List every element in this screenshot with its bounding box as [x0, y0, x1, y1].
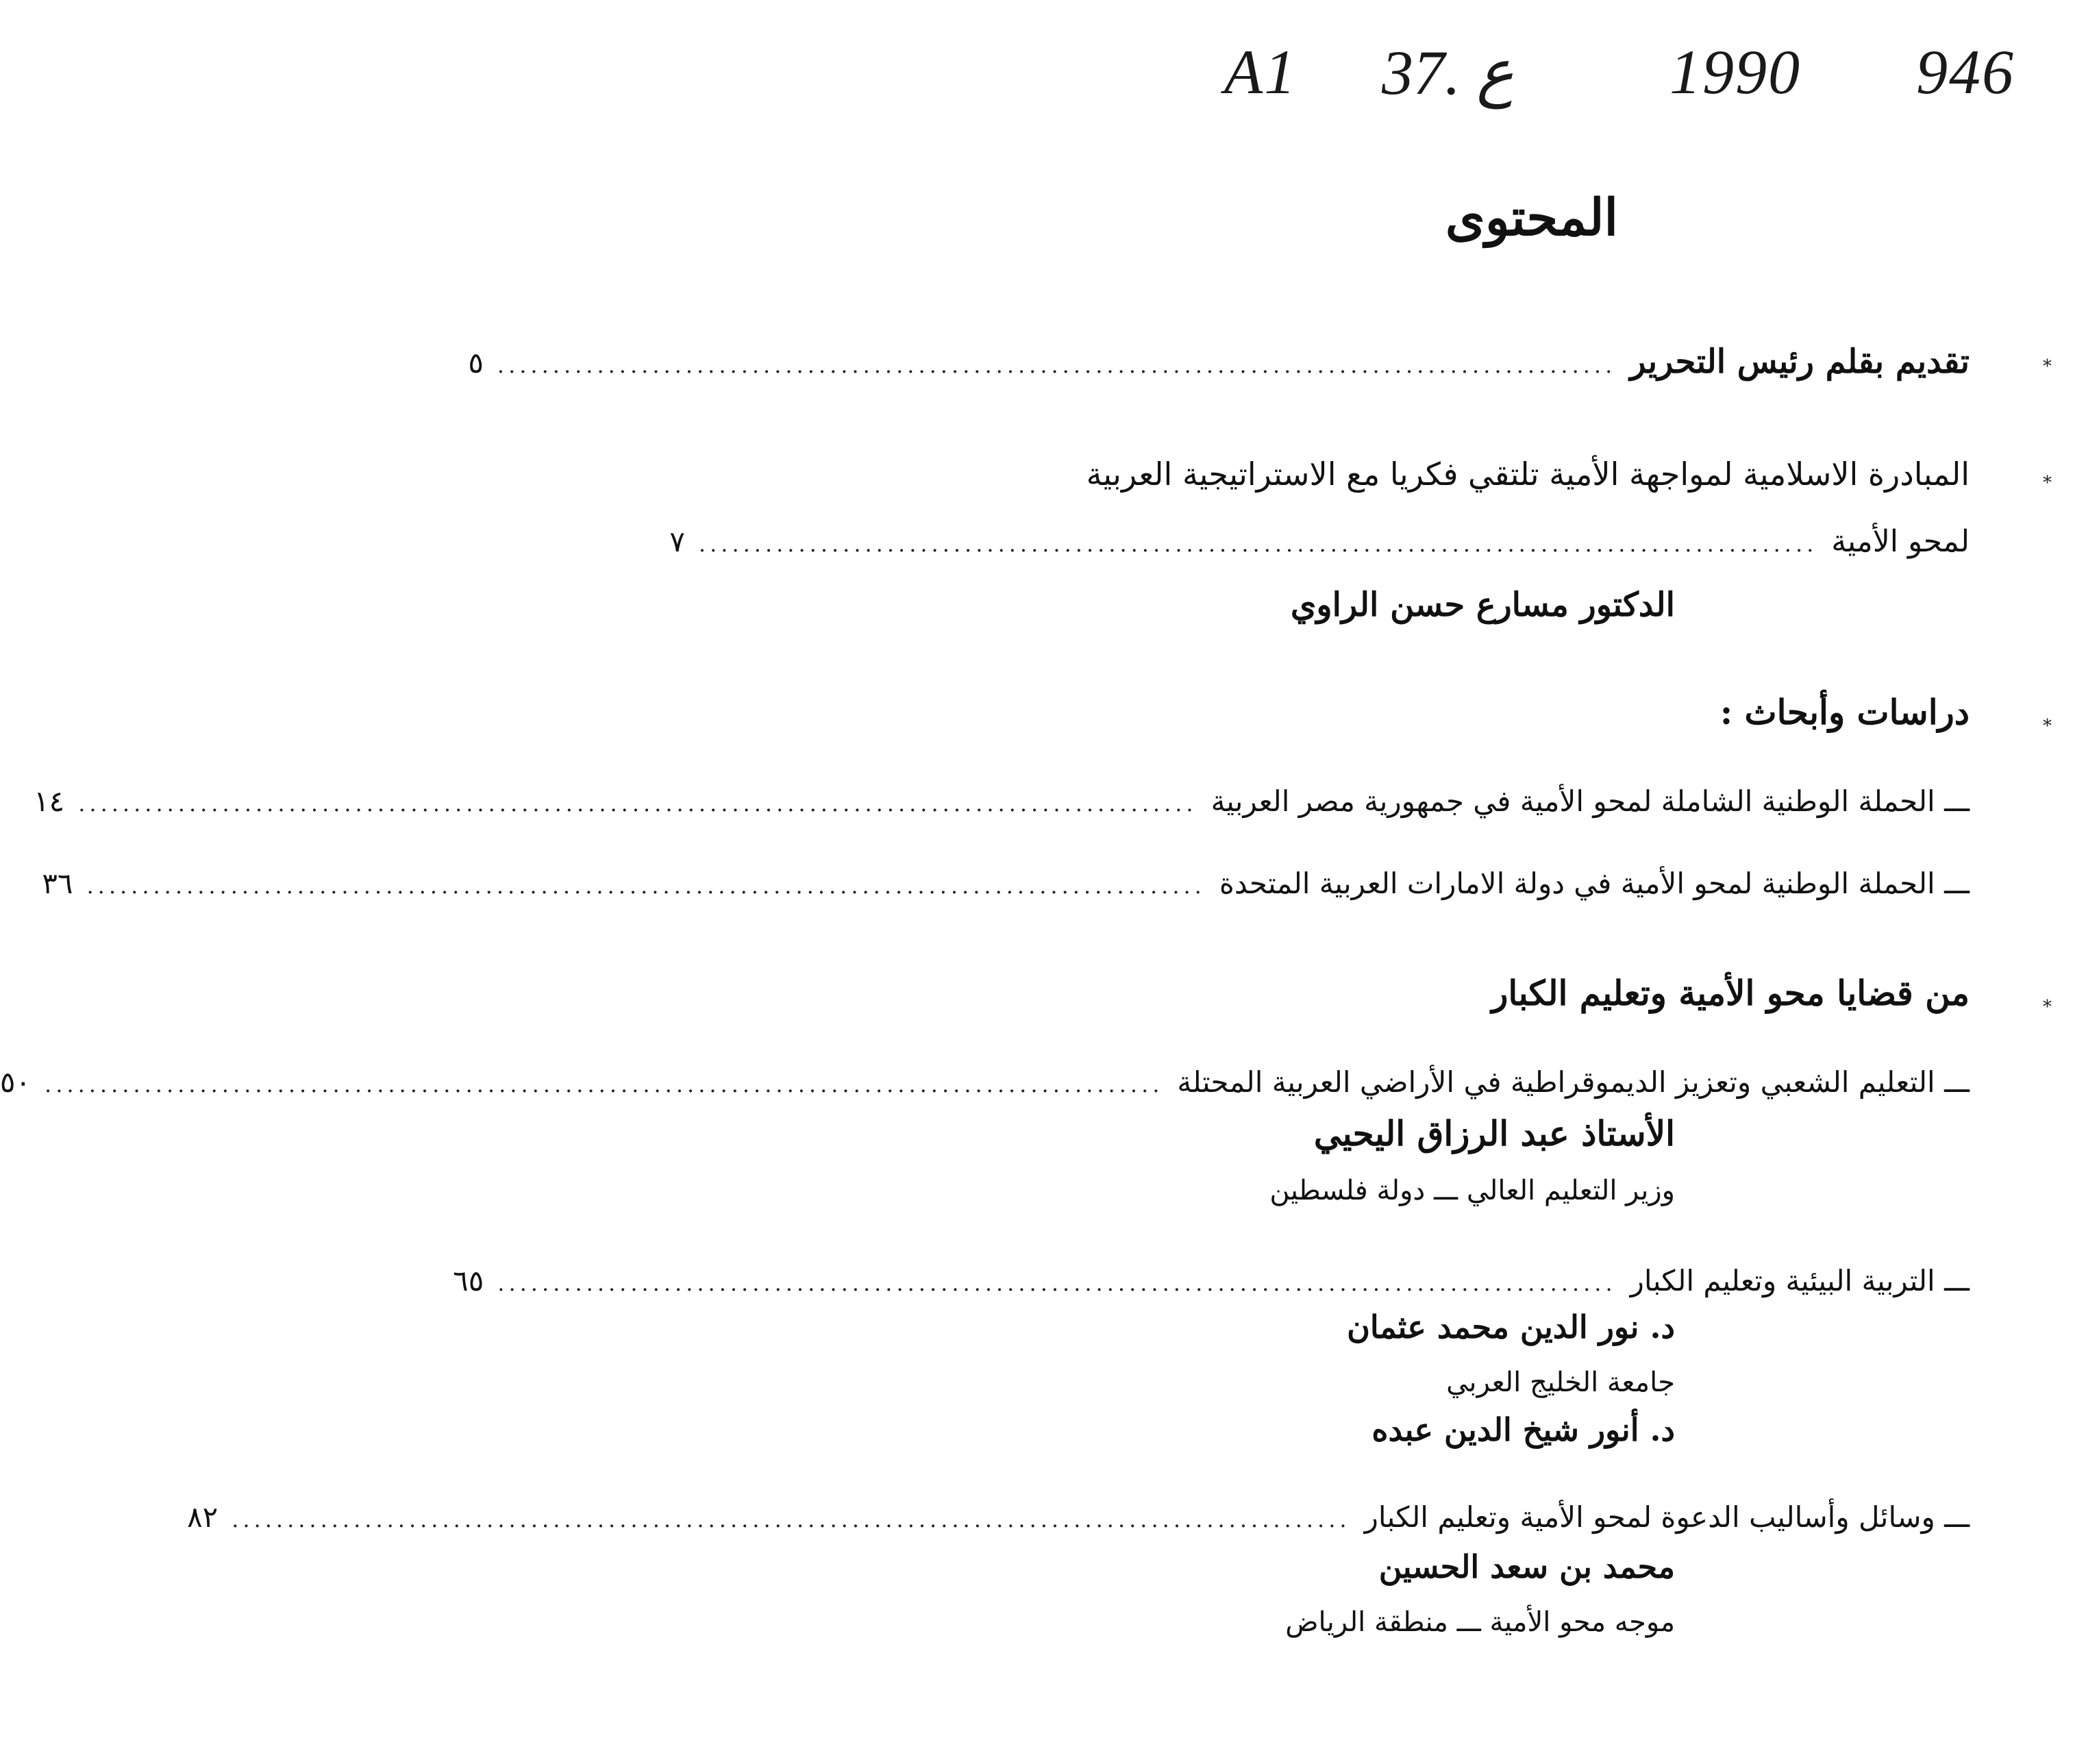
toc-entry-title-line2: لمحو الأمية: [1831, 524, 1970, 559]
author-affiliation: موجه محو الأمية ـــ منطقة الرياض: [1285, 1606, 1675, 1638]
toc-entry-editor-intro[interactable]: [468, 343, 1970, 384]
author-affiliation: وزير التعليم العالي ـــ دولة فلسطين: [1269, 1175, 1675, 1206]
toc-entry-popular-education[interactable]: [0, 1065, 1970, 1106]
toc-entry-title: ـــ التعليم الشعبي وتعزيز الديموقراطية في الأراضي العربية المحتلة: [1177, 1065, 1970, 1099]
leader-dots: .....................................................................................................: [232, 1506, 1351, 1532]
author-affiliation: جامعة الخليج العربي: [1446, 1367, 1675, 1398]
leader-dots: .....................................................................................................: [497, 1270, 1617, 1296]
page-title: المحتوى: [1445, 188, 1619, 247]
toc-entry-title: تقديم بقلم رئيس التحرير: [1630, 343, 1970, 381]
leader-dots: .....................................................................................................: [78, 791, 1197, 817]
toc-entry-title: ـــ وسائل وأساليب الدعوة لمحو الأمية وتعليم الكبار: [1364, 1500, 1970, 1534]
leader-dots: .....................................................................................................: [45, 1071, 1164, 1097]
toc-entry-title: ـــ التربية البيئية وتعليم الكبار: [1630, 1264, 1970, 1297]
leader-dots: .....................................................................................................: [698, 531, 1818, 557]
page-number: ٦٥: [453, 1264, 484, 1297]
author-name: الدكتور مسارع حسن الراوي: [1290, 586, 1675, 624]
author-name: د. أنور شيخ الدين عبده: [1371, 1411, 1675, 1448]
page-number: ١٤: [34, 784, 65, 818]
toc-entry-literacy-campaign-methods[interactable]: [187, 1500, 1970, 1541]
author-name: محمد بن سعد الحسين: [1378, 1548, 1675, 1585]
bullet-star: *: [2043, 716, 2052, 736]
handwritten-number: 946: [1916, 37, 2015, 107]
author-name: د. نور الدين محمد عثمان: [1347, 1308, 1675, 1345]
page-number: ٧: [669, 525, 685, 558]
handwritten-year: 1990: [1669, 37, 1801, 107]
toc-entry-egypt-campaign[interactable]: [34, 784, 1970, 825]
leader-dots: .....................................................................................................: [497, 352, 1617, 378]
toc-entry-islamic-initiative[interactable]: [669, 524, 1970, 565]
bullet-star: *: [2043, 356, 2052, 377]
page-number: ٥٠: [0, 1065, 32, 1099]
page-number: ٨٢: [187, 1500, 219, 1534]
author-name: الأستاذ عبد الرزاق اليحيي: [1313, 1113, 1675, 1154]
page-number: ٣٦: [42, 867, 73, 900]
bullet-star: *: [2043, 997, 2052, 1017]
toc-entry-title-line1: المبادرة الاسلامية لمواجهة الأمية تلتقي فكريا مع الاستراتيجية العربية: [1086, 456, 1970, 493]
bullet-star: *: [2043, 473, 2052, 493]
toc-entry-uae-campaign[interactable]: [42, 867, 1970, 908]
leader-dots: .....................................................................................................: [86, 873, 1206, 899]
page-number: ٥: [468, 346, 484, 380]
handwritten-code2: 37. ع: [1382, 38, 1514, 108]
handwritten-code1: A1: [1224, 37, 1297, 107]
toc-entry-title: ـــ الحملة الوطنية لمحو الأمية في دولة الامارات العربية المتحدة: [1219, 867, 1970, 900]
section-heading-literacy-issues: من قضايا محو الأمية وتعليم الكبار: [1491, 973, 1970, 1013]
section-heading-studies: دراسات وأبحاث :: [1719, 692, 1970, 732]
toc-entry-environmental-education[interactable]: [453, 1264, 1970, 1305]
toc-entry-title: ـــ الحملة الوطنية الشاملة لمحو الأمية في جمهورية مصر العربية: [1210, 784, 1970, 818]
